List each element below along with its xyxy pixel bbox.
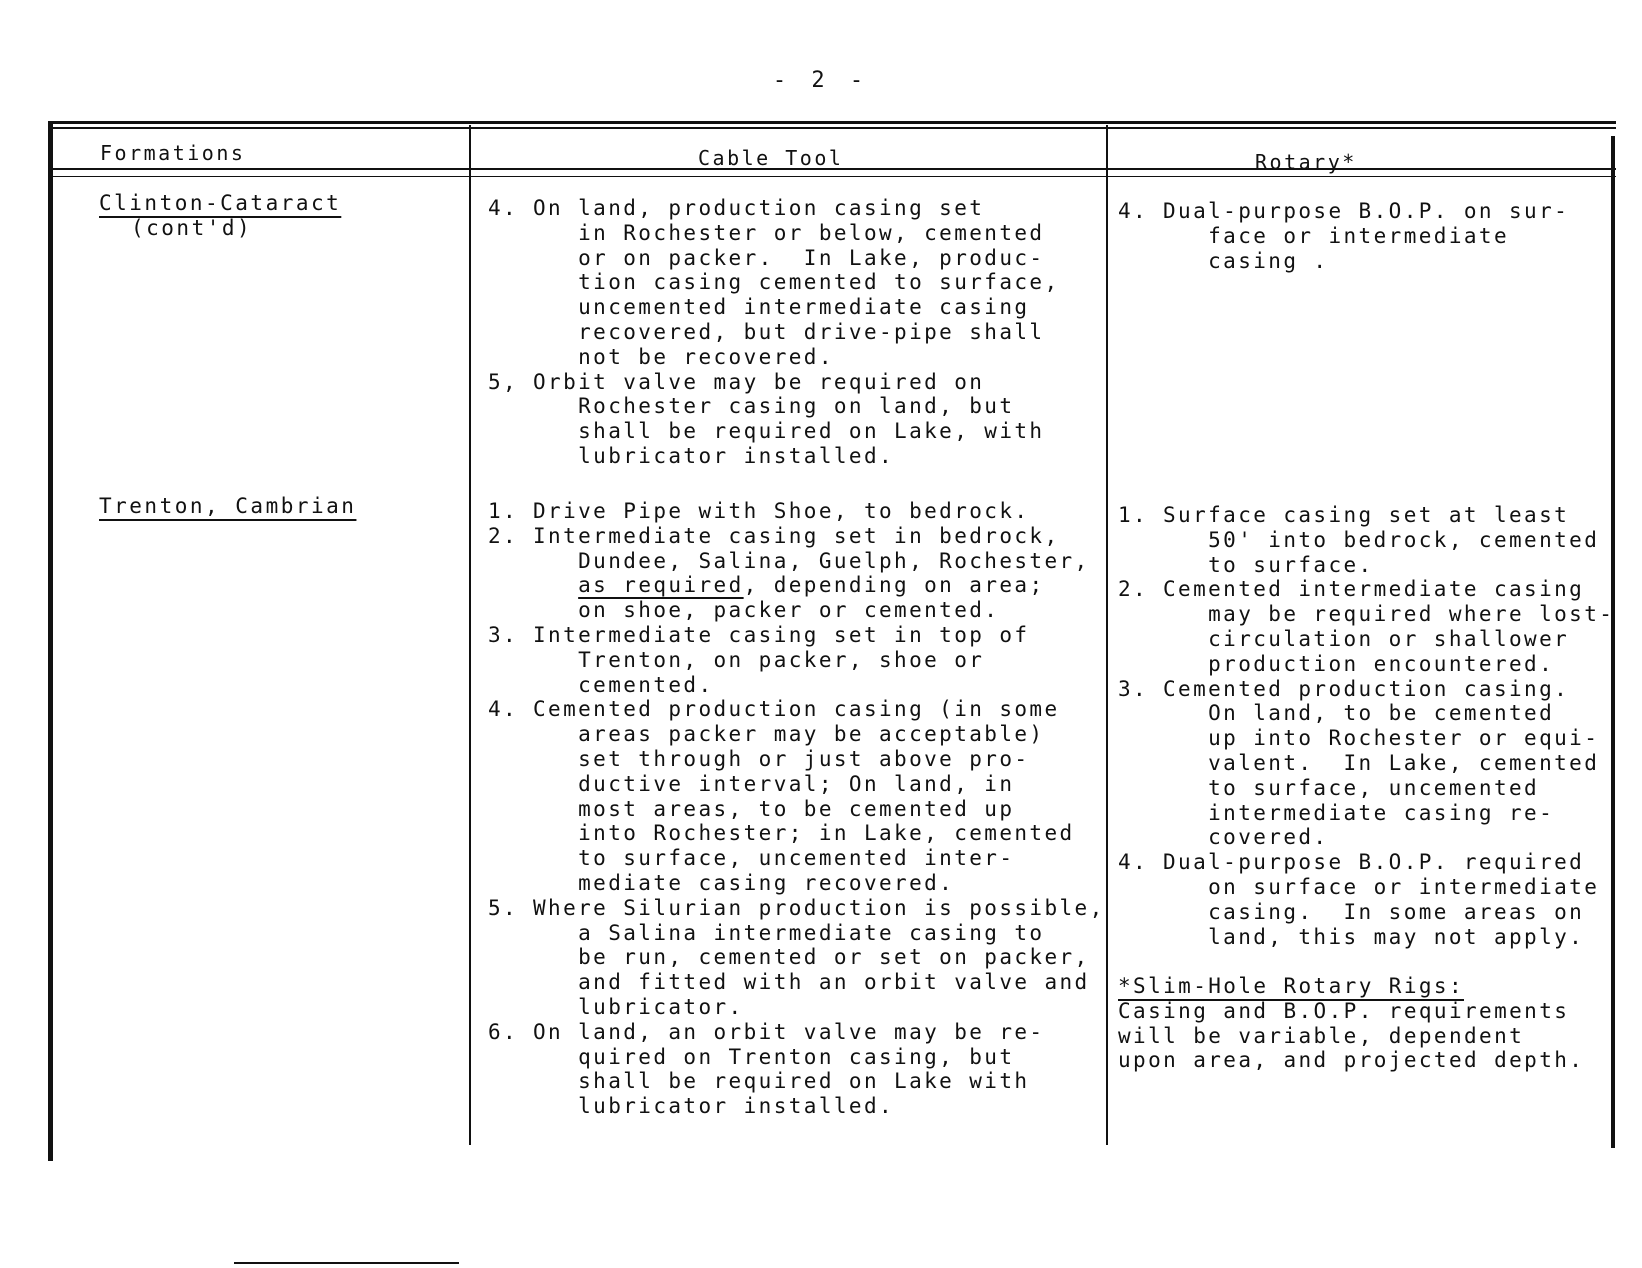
item-text: Dual-purpose B.O.P. on sur- face or intermediate casing . [1163, 199, 1570, 273]
list-item [488, 623, 1105, 697]
item-number: 1. [1118, 503, 1149, 527]
item-number: 5, [488, 369, 519, 394]
column-divider-2 [1106, 125, 1108, 1145]
formation-trenton-cambrian [99, 494, 356, 519]
item-text: Orbit valve may be required on Rochester casing on land, but shall be required on Lake, with lubricator installed. [533, 369, 1045, 468]
item-number: 5. [488, 895, 519, 920]
table-top-border-inner [48, 127, 1616, 129]
item-text-part: , depending on area; on shoe, packer or cemented. [578, 573, 1045, 623]
item-number: 1. [488, 499, 519, 523]
header-divider-inner [48, 176, 1616, 177]
item-number: 4. [488, 196, 519, 220]
item-text: On land, production casing set in Rochester or below, cemented or on packer. In Lake, produc- tion casing cemented to surface, uncemented intermediate casing recovered, but drive-pipe shall not be recovered. [533, 196, 1060, 369]
list-item [488, 499, 1105, 524]
list-item [1118, 677, 1614, 851]
list-item [1118, 503, 1614, 577]
item-text: On land, an orbit valve may be re- quired on Trenton casing, but shall be required on Lake with lubricator installed. [533, 1019, 1045, 1119]
item-text-part: Intermediate casing set in bedrock, Dundee, Salina, Guelph, Rochester, [533, 523, 1090, 573]
list-item [488, 697, 1105, 895]
footnote-text: Casing and B.O.P. requirements will be variable, dependent upon area, and projected depth. [1118, 998, 1585, 1073]
table-top-border [48, 121, 1616, 124]
rotary-list-trenton [1118, 503, 1614, 949]
page-number: - 2 - [772, 68, 870, 93]
item-text: Intermediate casing set in top of Trenton, on packer, shoe or cemented. [533, 622, 1030, 697]
rotary-list-clinton [1118, 199, 1569, 273]
list-item [488, 196, 1060, 370]
formation-name: Clinton-Cataract [99, 191, 342, 215]
item-number: 3. [488, 622, 519, 647]
item-number: 2. [488, 523, 519, 548]
list-item [1118, 850, 1614, 949]
column-divider-1 [469, 125, 471, 1145]
list-item [488, 896, 1105, 1020]
list-item [488, 1020, 1105, 1119]
bottom-rule [234, 1262, 459, 1264]
item-text: Cemented production casing. On land, to be cemented up into Rochester or equi- valent. In Lake, cemented to surface, uncemented intermediate casing re- covered. [1163, 676, 1600, 850]
list-item [1118, 577, 1614, 676]
header-rotary: Rotary* [1255, 150, 1357, 174]
item-text: Dual-purpose B.O.P. required on surface or intermediate casing. In some areas on land, this may not apply. [1163, 850, 1600, 949]
item-number: 3. [1118, 676, 1149, 701]
formation-clinton-cataract [99, 191, 341, 241]
item-text: Where Silurian production is possible, a Salina intermediate casing to be run, cemented or set on packer, and fitted with an orbit valve and lubricator. [533, 895, 1105, 1019]
item-text [533, 524, 1090, 623]
footnote-title: *Slim-Hole Rotary Rigs: [1118, 974, 1464, 998]
formation-name: Trenton, Cambrian [99, 494, 357, 518]
table-left-border [48, 121, 53, 1161]
list-item [488, 370, 1060, 469]
item-number: 4. [488, 697, 519, 722]
header-formations: Formations [100, 141, 246, 165]
cable-tool-list-trenton [488, 499, 1105, 1119]
cable-tool-list-clinton [488, 196, 1060, 469]
list-item [488, 524, 1105, 623]
slim-hole-footnote [1118, 974, 1584, 1073]
header-cable-tool: Cable Tool [698, 146, 844, 170]
item-number: 6. [488, 1019, 519, 1044]
formation-sub: (cont'd) [131, 216, 253, 240]
item-text: Cemented production casing (in some areas packer may be acceptable) set through or just above pro- ductive interval; On land, in most areas, to be cemented up into Rochester; in Lake, cemented to surface, uncemented inter- mediate casing recovered. [533, 697, 1075, 895]
list-item [1118, 199, 1569, 273]
item-number: 2. [1118, 577, 1149, 602]
item-text: Surface casing set at least 50' into bedrock, cemented to surface. [1163, 503, 1600, 577]
item-number: 4. [1118, 199, 1149, 223]
item-text: Drive Pipe with Shoe, to bedrock. [533, 499, 1030, 523]
underlined-text: as required [578, 573, 744, 598]
item-text: Cemented intermediate casing may be required where lost- circulation or shallower production encountered. [1163, 577, 1615, 676]
item-number: 4. [1118, 850, 1149, 875]
